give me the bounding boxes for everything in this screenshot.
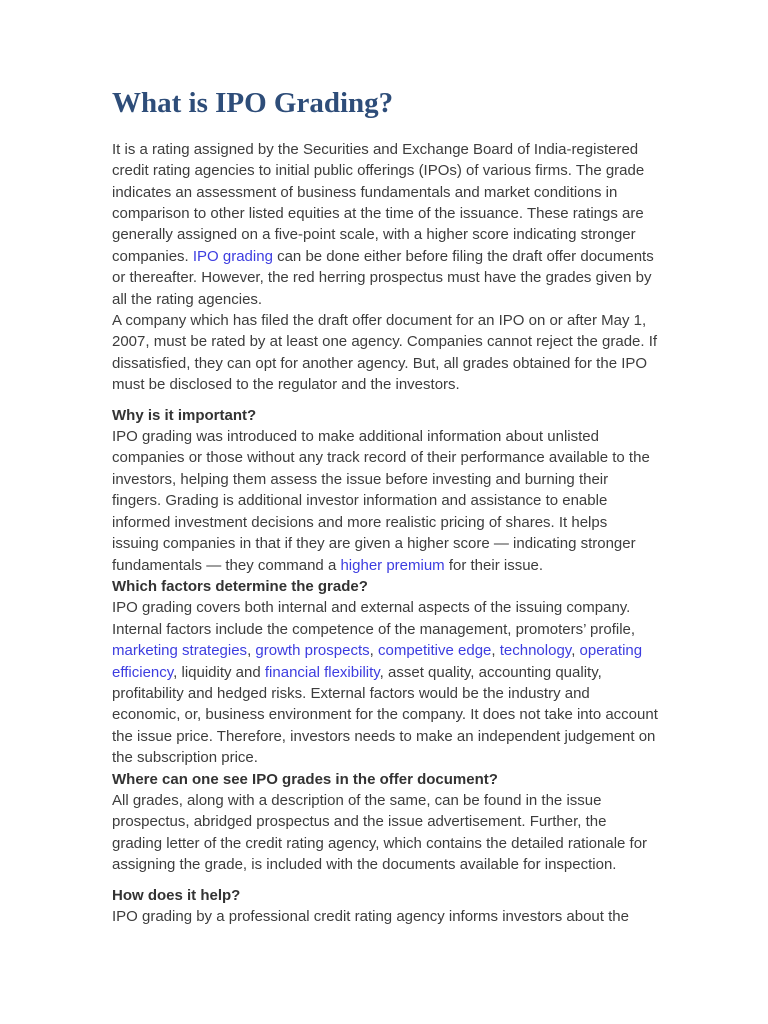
text-run: A company which has filed the draft offer document for an IPO on or after May 1, 2007, must be rated by at least one agency. Companies cannot reject the grade. If dissatisfied, they can opt for another agency. But, all grades obtained for the IPO must be disclosed to the regulator and the investors.	[112, 312, 658, 394]
paragraph	[112, 790, 658, 876]
page-title: What is IPO Grading?	[112, 87, 394, 119]
text-run: , liquidity and	[173, 663, 265, 681]
section-heading	[112, 769, 658, 790]
link-marketing-strategies[interactable]: marketing strategies	[112, 642, 248, 660]
paragraph	[112, 426, 658, 576]
text-run: IPO grading was introduced to make additional information about unlisted companies or those without any track record of their performance available to the investors, helping them assess the issue before investing and burning their fingers. Grading is additional investor information and assistance to enable informed investment decisions and more realistic pricing of shares. It helps issuing companies in that if they are given a higher score — indicating stronger fundamentals — they command a	[112, 428, 650, 574]
section-heading	[112, 405, 658, 426]
paragraph	[112, 139, 658, 310]
text-run: IPO grading covers both internal and external aspects of the issuing company. Internal factors include the competence of the management, promoters’ profile,	[112, 599, 636, 638]
link-ipo-grading[interactable]: IPO grading	[192, 247, 273, 265]
text-run: IPO grading by a professional credit rating agency informs investors about the	[112, 908, 629, 926]
section-heading	[112, 576, 658, 597]
text-run: Where can one see IPO grades in the offer document?	[112, 770, 498, 788]
paragraph	[112, 597, 658, 768]
text-run: Why is it important?	[112, 406, 257, 424]
link-operating-efficiency[interactable]: operating efficiency	[112, 642, 643, 681]
link-growth-prospects[interactable]: growth prospects	[255, 642, 370, 660]
link-higher-premium[interactable]: higher premium	[340, 556, 445, 574]
text-run: for their issue.	[444, 556, 544, 574]
link-competitive-edge[interactable]: competitive edge	[377, 642, 492, 660]
text-run: ,	[491, 642, 500, 660]
link-financial-flexibility[interactable]: financial flexibility	[264, 663, 380, 681]
text-run: ,	[571, 642, 580, 660]
text-run: , asset quality, accounting quality, profitability and hedged risks. External factors would be the industry and economic, or, business environment for the company. It does not take into account the issue price. Therefore, investors needs to make an independent judgement on the subscription price.	[112, 663, 658, 767]
text-run: ,	[247, 642, 256, 660]
text-run: ,	[369, 642, 378, 660]
paragraph	[112, 310, 658, 396]
document-body	[112, 139, 658, 928]
text-run: How does it help?	[112, 886, 241, 904]
text-run: Which factors determine the grade?	[112, 577, 368, 595]
link-technology[interactable]: technology	[499, 642, 572, 660]
text-run: It is a rating assigned by the Securities and Exchange Board of India-registered credit rating agencies to initial public offerings (IPOs) of various firms. The grade indicates an assessment of business fundamentals and market conditions in comparison to other listed equities at the time of the issuance. These ratings are generally assigned on a five-point scale, with a higher score indicating stronger companies.	[112, 140, 645, 265]
paragraph	[112, 906, 658, 927]
text-run: All grades, along with a description of the same, can be found in the issue prospectus, abridged prospectus and the issue advertisement. Further, the grading letter of the credit rating agency, which contains the detailed rationale for assigning the grade, is included with the documents available for inspection.	[112, 791, 648, 874]
section-heading	[112, 885, 658, 906]
text-run: can be done either before filing the draft offer documents or thereafter. However, the red herring prospectus must have the grades given by all the rating agencies.	[112, 247, 654, 308]
